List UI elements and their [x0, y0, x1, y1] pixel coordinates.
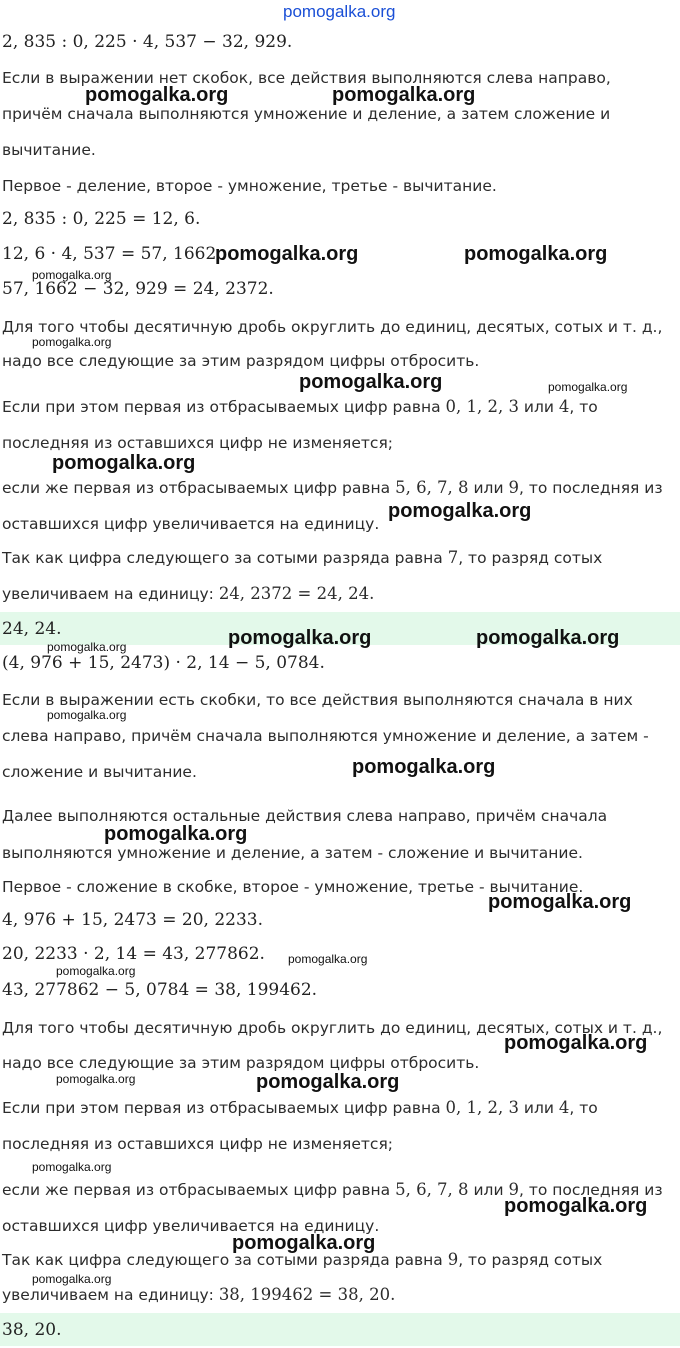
watermark: pomogalka.org	[464, 243, 608, 265]
problem1-rounding-line6: оставшихся цифр увеличивается на единицу.	[2, 515, 380, 533]
watermark: pomogalka.org	[476, 627, 620, 649]
watermark: pomogalka.org	[488, 891, 632, 913]
problem1-answer: 24, 24.	[2, 619, 62, 639]
watermark: pomogalka.org	[388, 500, 532, 522]
problem2-rounding-line4: последняя из оставшихся цифр не изменяется;	[2, 1135, 393, 1153]
watermark: pomogalka.org	[288, 952, 368, 966]
problem2-rounding-line1: Для того чтобы десятичную дробь округлить до единиц, десятых, сотых и т. д.,	[2, 1019, 663, 1037]
problem1-rounding-line2: надо все следующие за этим разрядом цифры отбросить.	[2, 352, 480, 370]
problem1-rounding-line4: последняя из оставшихся цифр не изменяется;	[2, 434, 393, 452]
watermark: pomogalka.org	[232, 1232, 376, 1254]
watermark: pomogalka.org	[299, 371, 443, 393]
watermark: pomogalka.org	[32, 1160, 112, 1174]
problem2-rounding-line5: если же первая из отбрасываемых цифр равна 5, 6, 7, 8 или 9, то последняя из	[2, 1180, 663, 1199]
problem1-rounding-line5: если же первая из отбрасываемых цифр равна 5, 6, 7, 8 или 9, то последняя из	[2, 478, 663, 497]
problem1-rule-line3: вычитание.	[2, 141, 96, 159]
problem2-rounding-line6: оставшихся цифр увеличивается на единицу.	[2, 1217, 380, 1235]
problem1-conclusion-line1: Так как цифра следующего за сотыми разряда равна 7, то разряд сотых	[2, 548, 603, 567]
problem1-expression: 2, 835 : 0, 225 · 4, 537 − 32, 929.	[2, 32, 293, 52]
problem2-more-line1: Далее выполняются остальные действия слева направо, причём сначала	[2, 807, 608, 825]
problem2-conclusion-line2: увеличиваем на единицу: 38, 199462 = 38, 20.	[2, 1285, 396, 1304]
watermark: pomogalka.org	[504, 1032, 648, 1054]
watermark: pomogalka.org	[548, 380, 628, 394]
watermark: pomogalka.org	[352, 756, 496, 778]
problem1-rule-line2: причём сначала выполняются умножение и деление, а затем сложение и	[2, 105, 611, 123]
problem1-rounding-line1: Для того чтобы десятичную дробь округлить до единиц, десятых, сотых и т. д.,	[2, 318, 663, 336]
watermark: pomogalka.org	[504, 1195, 648, 1217]
problem2-answer-band	[0, 1313, 680, 1346]
watermark: pomogalka.org	[32, 335, 112, 349]
watermark: pomogalka.org	[85, 84, 229, 106]
problem1-step1: 2, 835 : 0, 225 = 12, 6.	[2, 209, 201, 229]
problem1-conclusion-line2: увеличиваем на единицу: 24, 2372 = 24, 24.	[2, 584, 375, 603]
problem2-rule-line2: слева направо, причём сначала выполняются умножение и деление, а затем -	[2, 727, 649, 745]
watermark: pomogalka.org	[228, 627, 372, 649]
problem2-rounding-line2: надо все следующие за этим разрядом цифры отбросить.	[2, 1054, 480, 1072]
watermark: pomogalka.org	[215, 243, 359, 265]
watermark: pomogalka.org	[32, 268, 112, 282]
site-link[interactable]: pomogalka.org	[283, 2, 396, 21]
problem1-order: Первое - деление, второе - умножение, третье - вычитание.	[2, 177, 497, 195]
watermark: pomogalka.org	[332, 84, 476, 106]
problem1-step3: 57, 1662 − 32, 929 = 24, 2372.	[2, 279, 274, 299]
problem2-step1: 4, 976 + 15, 2473 = 20, 2233.	[2, 910, 263, 930]
problem1-rounding-line3: Если при этом первая из отбрасываемых цифр равна 0, 1, 2, 3 или 4, то	[2, 397, 598, 416]
problem1-rule-line1: Если в выражении нет скобок, все действия выполняются слева направо,	[2, 69, 611, 87]
problem2-rule-line3: сложение и вычитание.	[2, 763, 197, 781]
watermark: pomogalka.org	[256, 1071, 400, 1093]
problem2-rule-line1: Если в выражении есть скобки, то все действия выполняются сначала в них	[2, 691, 633, 709]
problem2-more-line2: выполняются умножение и деление, а затем - сложение и вычитание.	[2, 844, 583, 862]
watermark: pomogalka.org	[47, 640, 127, 654]
problem1-step2: 12, 6 · 4, 537 = 57, 1662	[2, 244, 217, 264]
problem2-answer: 38, 20.	[2, 1320, 62, 1340]
watermark: pomogalka.org	[56, 1072, 136, 1086]
problem2-step2: 20, 2233 · 2, 14 = 43, 277862.	[2, 944, 265, 964]
problem2-expression: (4, 976 + 15, 2473) · 2, 14 − 5, 0784.	[2, 653, 325, 673]
watermark: pomogalka.org	[52, 452, 196, 474]
watermark: pomogalka.org	[32, 1272, 112, 1286]
watermark: pomogalka.org	[104, 823, 248, 845]
watermark: pomogalka.org	[56, 964, 136, 978]
problem2-order: Первое - сложение в скобке, второе - умножение, третье - вычитание.	[2, 878, 584, 896]
problem2-step3: 43, 277862 − 5, 0784 = 38, 199462.	[2, 980, 318, 1000]
problem2-rounding-line3: Если при этом первая из отбрасываемых цифр равна 0, 1, 2, 3 или 4, то	[2, 1098, 598, 1117]
watermark: pomogalka.org	[47, 708, 127, 722]
problem2-conclusion-line1: Так как цифра следующего за сотыми разряда равна 9, то разряд сотых	[2, 1250, 603, 1269]
